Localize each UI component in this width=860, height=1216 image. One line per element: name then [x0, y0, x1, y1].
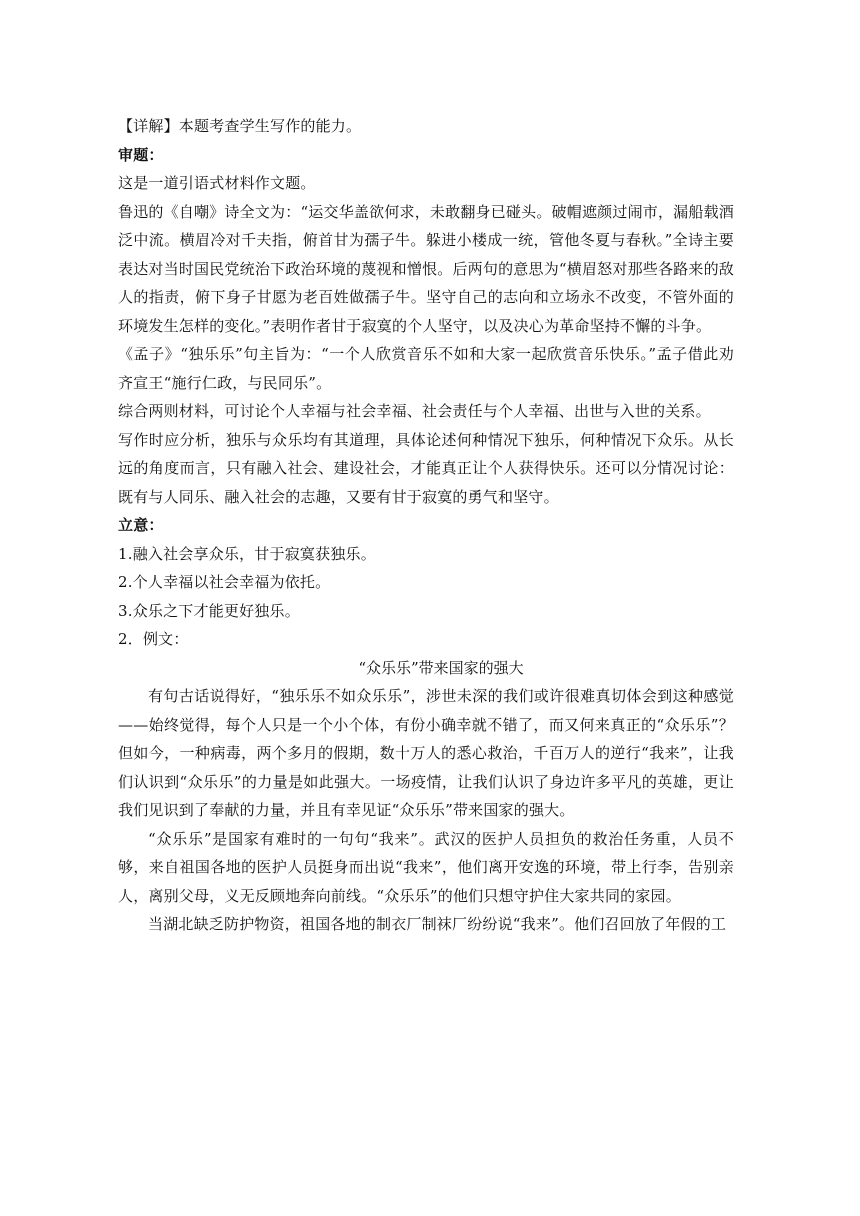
section-heading-theme: 立意：: [118, 516, 164, 534]
essay-paragraph-3: 当湖北缺乏防护物资，祖国各地的制衣厂制袜厂纷纷说“我来”。他们召回放了年假的工: [148, 915, 727, 933]
essay-paragraph-1: 有句古话说得好，“独乐乐不如众乐乐”，涉世未深的我们或许很难真切体会到这种感觉——始终觉得，每个人只是一个小个体，有份小确幸就不错了，而又何来真正的“众乐乐”？但如今，一种病毒，两个多月的假期，数十万人的悉心救治，千百万人的逆行“我来”，让我们认识到“众乐乐”的力量是如此强大。一场疫情，让我们认识了身边许多平凡的英雄，更让我们见识到了奉献的力量，并且有幸见证“众乐乐”带来国家的强大。: [118, 687, 734, 819]
paragraph-synthesis: 综合两则材料，可讨论个人幸福与社会幸福、社会责任与个人幸福、出世与入世的关系。: [118, 402, 711, 420]
theme-item-1: 1.融入社会享众乐，甘于寂寞获独乐。: [118, 544, 376, 563]
paragraph-prompt-type: 这是一道引语式材料作文题。: [118, 174, 316, 192]
sample-essay-label: 2．例文：: [118, 630, 189, 648]
paragraph-luxun-poem: 鲁迅的《自嘲》诗全文为：“运交华盖欲何求，未敢翻身已碰头。破帽遮颜过闹市，漏船载酒泛中流。横眉冷对千夫指，俯首甘为孺子牛。躲进小楼成一统，管他冬夏与春秋。”全诗主要表达对当时国民党统治下政治环境的蔑视和憎恨。后两句的意思为“横眉怒对那些各路来的敌人的指责，俯下身子甘愿为老百姓做孺子牛。坚守自己的志向和立场永不改变，不管外面的环境发生怎样的变化。”表明作者甘于寂寞的个人坚守，以及决心为革命坚持不懈的斗争。: [118, 202, 734, 335]
essay-paragraph-2: “众乐乐”是国家有难时的一句句“我来”。武汉的医护人员担负的救治任务重，人员不够，来自祖国各地的医护人员挺身而出说“我来”，他们离开安逸的环境，带上行李，告别亲人，离别父母，义无反顾地奔向前线。“众乐乐”的他们只想守护住大家共同的家园。: [118, 829, 734, 905]
document-page: [118, 112, 734, 939]
paragraph-mencius: 《孟子》“独乐乐”句主旨为：“一个人欣赏音乐不如和大家一起欣赏音乐快乐。”孟子借此劝齐宣王“施行仁政，与民同乐”。: [118, 345, 734, 392]
paragraph-writing-guidance: 写作时应分析，独乐与众乐均有其道理，具体论述何种情况下独乐，何种情况下众乐。从长远的角度而言，只有融入社会、建设社会，才能真正让个人获得快乐。还可以分情况讨论：既有与人同乐、融入社会的志趣，又要有甘于寂寞的勇气和坚守。: [118, 430, 734, 506]
theme-item-2: 2.个人幸福以社会幸福为依托。: [118, 573, 331, 591]
section-heading-review: 审题：: [118, 145, 164, 164]
detail-intro: 【详解】本题考查学生写作的能力。: [118, 117, 362, 135]
theme-item-3: 3.众乐之下才能更好独乐。: [118, 601, 300, 620]
essay-title: “众乐乐”带来国家的强大: [358, 658, 524, 677]
